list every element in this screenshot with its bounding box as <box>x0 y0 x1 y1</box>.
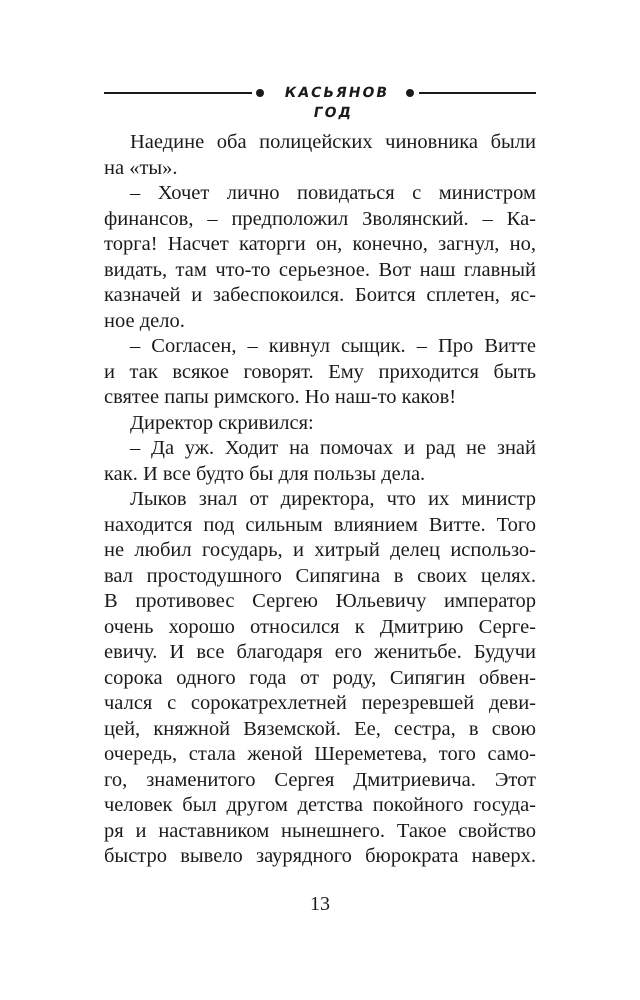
text-line: казначей и забеспокоился. Боится сплетен, яс- <box>104 284 536 306</box>
text-line: вал простодушного Сипягина в своих целях. <box>104 564 536 587</box>
text-line: как. И все будто бы для пользы дела. <box>104 462 426 485</box>
text-line: сорока одного года от роду, Сипягин обвен- <box>104 666 536 689</box>
text-line: святее папы римского. Но наш-то каков! <box>104 386 457 408</box>
header-rule-left <box>104 92 252 94</box>
text-line: очередь, стала женой Шереметева, того само- <box>104 743 536 765</box>
text-line: – Да уж. Ходит на помочах и рад не знай <box>130 437 536 459</box>
text-line: финансов, – предположил Зволянский. – Ка- <box>104 207 536 230</box>
text-line: торга! Насчет каторги он, конечно, загнул, но, <box>104 233 536 255</box>
text-line: не любил государь, и хитрый делец использо- <box>104 539 536 561</box>
running-header <box>104 82 536 121</box>
running-title: КАСЬЯНОВ ГОД <box>283 85 391 121</box>
text-line: Наедине оба полицейских чиновника были <box>130 131 536 153</box>
text-line: очень хорошо относился к Дмитрию Серге- <box>104 615 536 638</box>
text-line: – Хочет лично повидаться с министром <box>130 182 536 204</box>
text-line: находится под сильным влиянием Витте. Того <box>104 513 536 536</box>
text-line: видать, там что-то серьезное. Вот наш главный <box>104 258 536 281</box>
text-line: цей, княжной Вяземской. Ее, сестра, в свою <box>104 717 536 740</box>
text-line: чался с сорокатрехлетней перезревшей деви- <box>104 692 536 714</box>
text-line: и так всякое говорят. Ему приходится быть <box>104 360 536 383</box>
header-bullet-right <box>406 89 414 97</box>
text-line: евичу. И все благодаря его женитьбе. Будучи <box>104 641 536 663</box>
text-line: Лыков знал от директора, что их министр <box>130 488 536 510</box>
text-line: Директор скривился: <box>130 411 314 434</box>
text-line: ря и наставником нынешнего. Такое свойство <box>104 819 536 842</box>
page-number: 13 <box>310 893 330 915</box>
header-bullet-left <box>256 89 264 97</box>
text-line: быстро вывело заурядного бюрократа наверх. <box>104 845 536 867</box>
text-line: человек был другом детства покойного госуда- <box>104 794 536 816</box>
text-line: – Согласен, – кивнул сыщик. – Про Витте <box>130 335 536 357</box>
text-line: го, знаменитого Сергея Дмитриевича. Этот <box>104 768 536 791</box>
text-line: на «ты». <box>104 156 178 179</box>
text-line: ное дело. <box>104 309 185 332</box>
body-text <box>104 130 536 870</box>
text-line: В противовес Сергею Юльевичу император <box>104 590 536 612</box>
header-rule-right <box>419 92 536 94</box>
